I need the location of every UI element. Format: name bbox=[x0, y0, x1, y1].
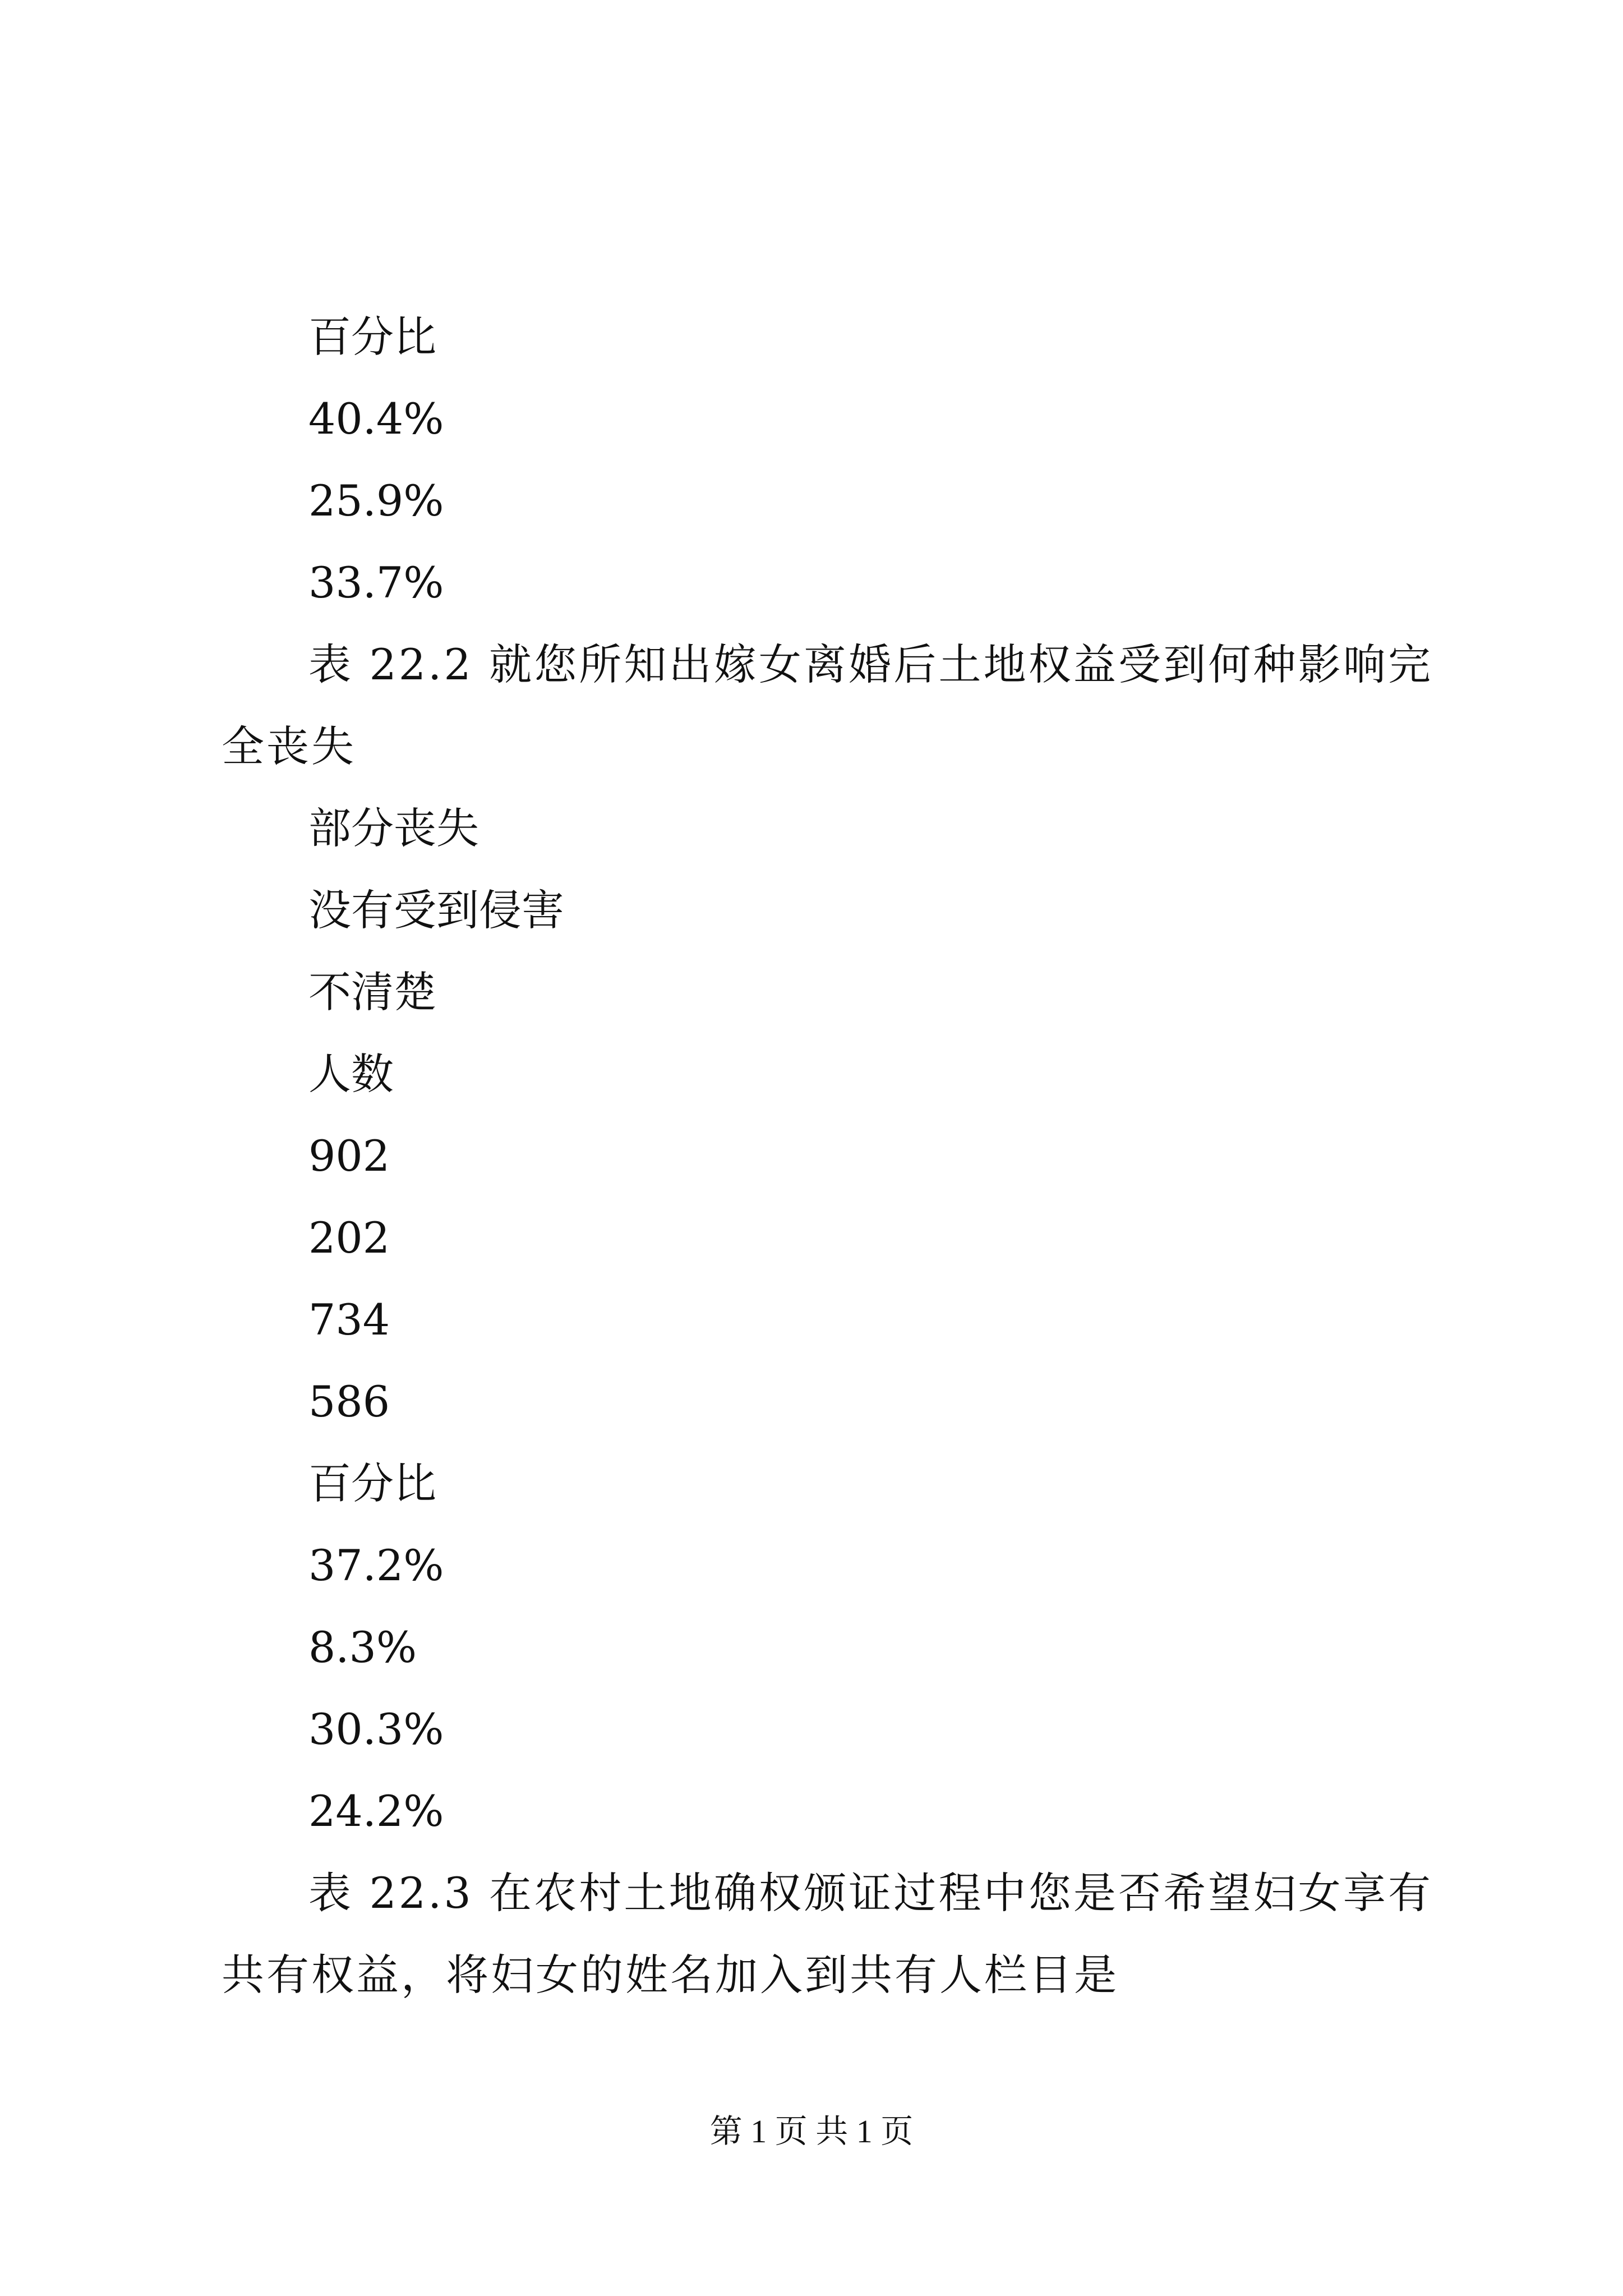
text-line: 586 bbox=[308, 1377, 390, 1427]
table-22-2-caption: 表 22.2 就您所知出嫁女离婚后土地权益受到何种影响完全丧失 bbox=[222, 639, 1433, 771]
document-body bbox=[222, 296, 1433, 2016]
text-line: 33.7% bbox=[308, 558, 444, 608]
text-line: 37.2% bbox=[308, 1540, 444, 1590]
text-line: 百分比 bbox=[308, 1458, 436, 1508]
text-line: 百分比 bbox=[308, 312, 436, 362]
text-line: 人数 bbox=[308, 1049, 394, 1099]
text-line: 8.3% bbox=[308, 1622, 417, 1672]
text-line: 24.2% bbox=[308, 1786, 444, 1836]
text-line: 25.9% bbox=[308, 476, 444, 526]
table-22-3-caption: 表 22.3 在农村土地确权颁证过程中您是否希望妇女享有共有权益，将妇女的姓名加入到共有人栏目是 bbox=[222, 1868, 1433, 2000]
text-line: 30.3% bbox=[308, 1704, 444, 1754]
text-line: 202 bbox=[308, 1213, 390, 1263]
text-line: 734 bbox=[308, 1295, 390, 1345]
text-line: 40.4% bbox=[308, 394, 444, 444]
text-line: 没有受到侵害 bbox=[308, 885, 564, 935]
text-line: 902 bbox=[308, 1131, 390, 1181]
page-footer: 第 1 页 共 1 页 bbox=[709, 2113, 914, 2150]
text-line: 部分丧失 bbox=[308, 803, 479, 853]
text-line: 不清楚 bbox=[308, 967, 436, 1017]
